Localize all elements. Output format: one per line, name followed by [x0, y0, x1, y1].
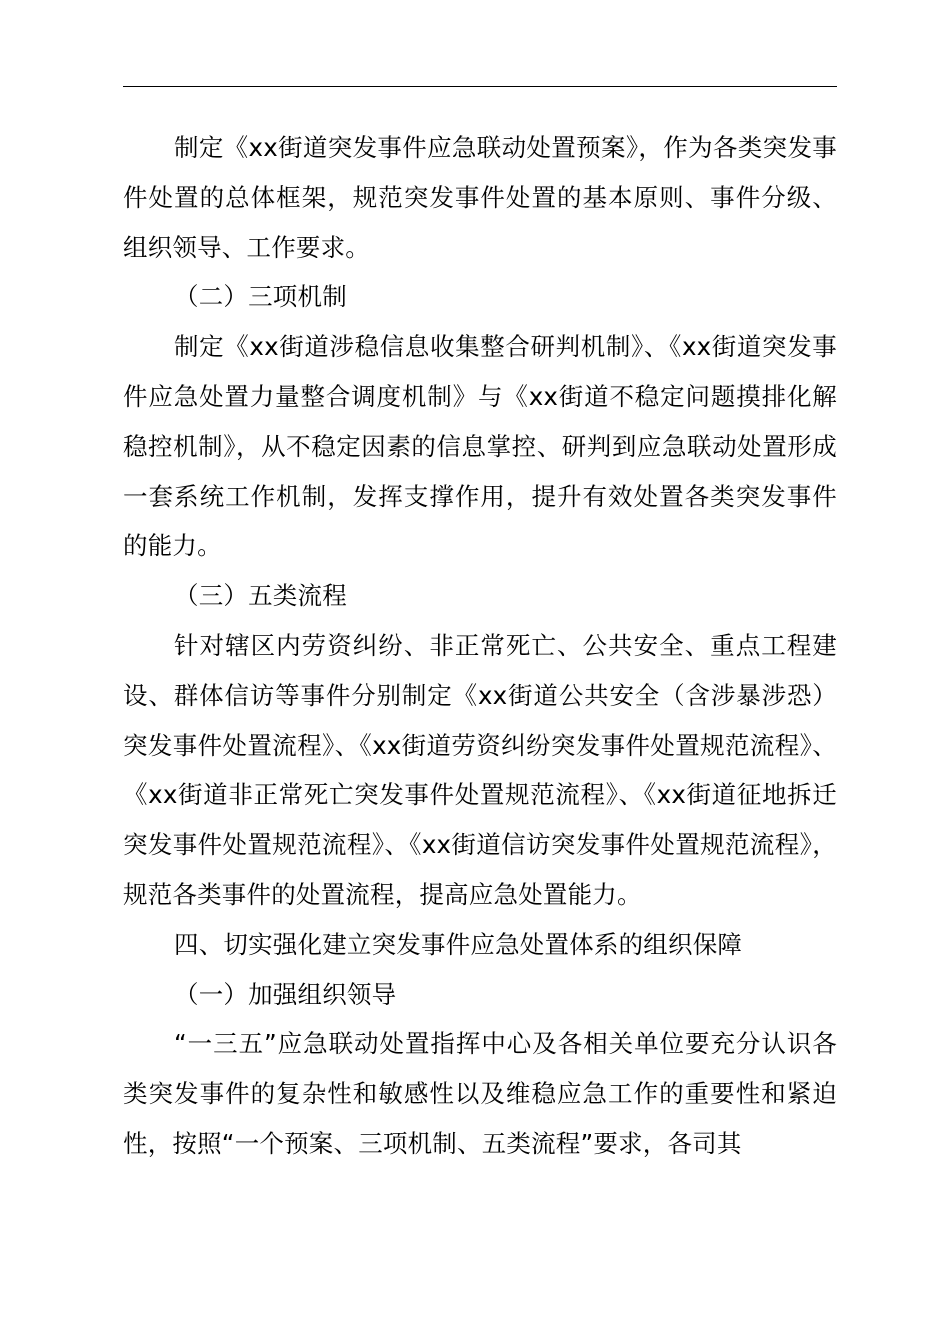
paragraph-three-mechanisms: 制定《xx街道涉稳信息收集整合研判机制》、《xx街道突发事件应急处置力量整合调度机制》与《xx街道不稳定问题摸排化解稳控机制》，从不稳定因素的信息掌控、研判到应急联动处置形成一套系统工作机制，发挥支撑作用，提升有效处置各类突发事件的能力。 — [123, 332, 837, 561]
document-body — [123, 123, 837, 1169]
header-rule — [123, 86, 837, 87]
heading-five-procedures: （三）五类流程 — [174, 581, 347, 611]
heading-strengthen-leadership: （一）加强组织领导 — [174, 979, 397, 1009]
heading-three-mechanisms: （二）三项机制 — [174, 282, 347, 312]
section-heading-organization: 四、切实强化建立突发事件应急处置体系的组织保障 — [174, 929, 743, 959]
paragraph-plan-intro: 制定《xx街道突发事件应急联动处置预案》，作为各类突发事件处置的总体框架，规范突发事件处置的基本原则、事件分级、组织领导、工作要求。 — [123, 133, 837, 262]
paragraph-five-procedures: 针对辖区内劳资纠纷、非正常死亡、公共安全、重点工程建设、群体信访等事件分别制定《xx街道公共安全（含涉暴涉恐）突发事件处置流程》、《xx街道劳资纠纷突发事件处置规范流程》、《xx街道非正常死亡突发事件处置规范流程》、《xx街道征地拆迁突发事件处置规范流程》、《xx街道信访突发事件处置规范流程》，规范各类事件的处置流程，提高应急处置能力。 — [123, 630, 837, 909]
paragraph-command-center: “一三五”应急联动处置指挥中心及各相关单位要充分认识各类突发事件的复杂性和敏感性以及维稳应急工作的重要性和紧迫性，按照“一个预案、三项机制、五类流程”要求，各司其 — [123, 1029, 837, 1158]
